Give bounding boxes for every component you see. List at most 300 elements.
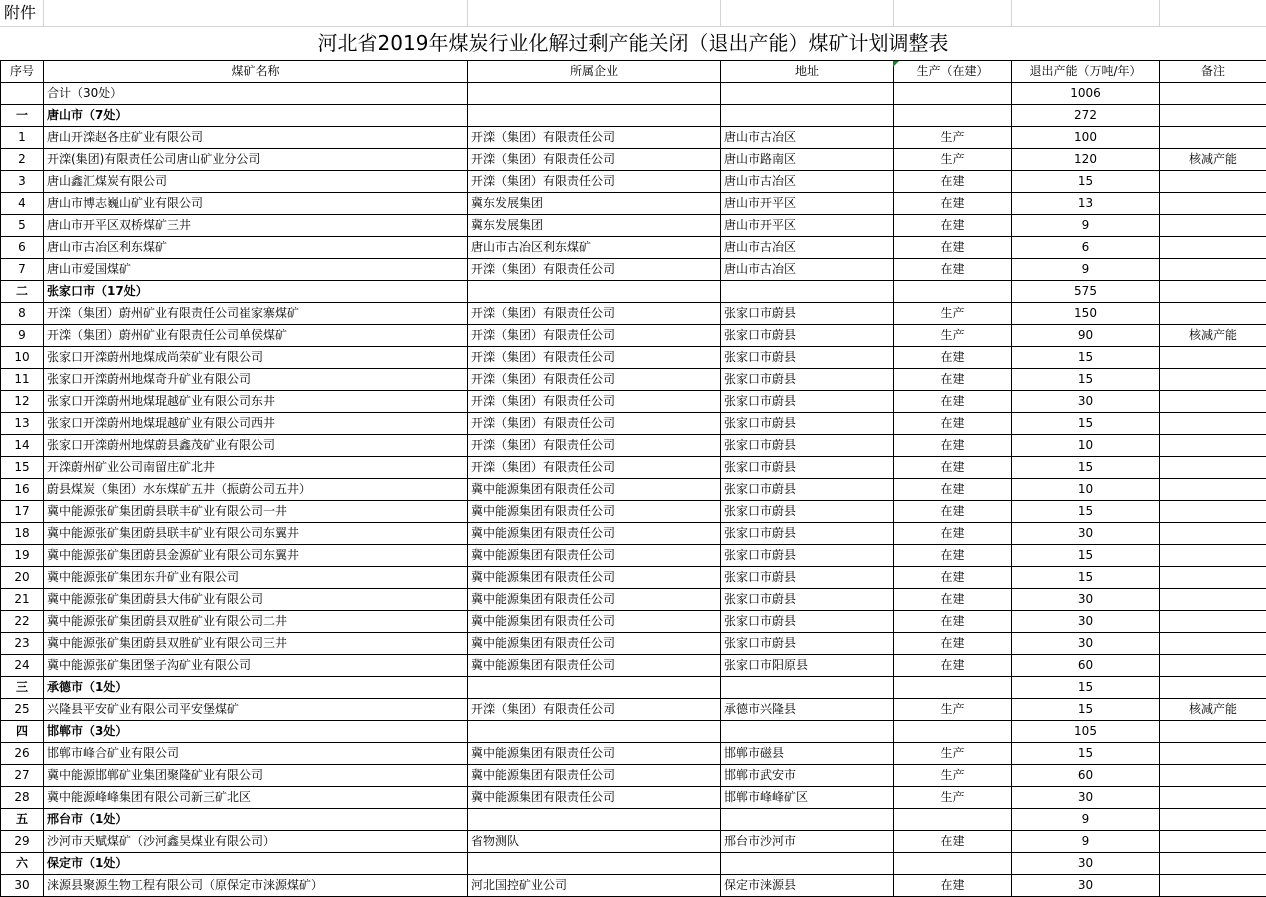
seq-cell[interactable]: 2 xyxy=(1,149,44,171)
capacity-cell[interactable]: 15 xyxy=(1012,347,1160,369)
remark-cell[interactable] xyxy=(1160,787,1266,809)
company-cell[interactable] xyxy=(468,809,721,831)
company-cell[interactable]: 开滦（集团）有限责任公司 xyxy=(468,435,721,457)
name-cell[interactable]: 邯郸市峰合矿业有限公司 xyxy=(44,743,468,765)
remark-cell[interactable] xyxy=(1160,853,1266,875)
company-cell[interactable] xyxy=(468,105,721,127)
seq-cell[interactable]: 五 xyxy=(1,809,44,831)
name-cell[interactable]: 唐山开滦赵各庄矿业有限公司 xyxy=(44,127,468,149)
capacity-cell[interactable]: 150 xyxy=(1012,303,1160,325)
header-row xyxy=(1,61,1266,83)
address-cell[interactable]: 张家口市蔚县 xyxy=(721,545,894,567)
address-cell[interactable] xyxy=(721,281,894,303)
address-cell[interactable]: 唐山市古冶区 xyxy=(721,127,894,149)
company-cell[interactable]: 冀东发展集团 xyxy=(468,193,721,215)
seq-cell[interactable]: 13 xyxy=(1,413,44,435)
address-cell[interactable]: 唐山市开平区 xyxy=(721,215,894,237)
remark-cell[interactable] xyxy=(1160,545,1266,567)
attachment-label: 附件 xyxy=(4,3,37,22)
seq-cell[interactable]: 21 xyxy=(1,589,44,611)
total-row xyxy=(1,83,1266,105)
status-cell[interactable]: 在建 xyxy=(894,589,1012,611)
company-cell[interactable]: 开滦（集团）有限责任公司 xyxy=(468,303,721,325)
company-cell[interactable]: 冀中能源集团有限责任公司 xyxy=(468,655,721,677)
remark-cell[interactable] xyxy=(1160,589,1266,611)
capacity-cell[interactable]: 30 xyxy=(1012,787,1160,809)
seq-cell[interactable]: 20 xyxy=(1,567,44,589)
capacity-cell[interactable]: 90 xyxy=(1012,325,1160,347)
company-cell[interactable]: 冀中能源集团有限责任公司 xyxy=(468,633,721,655)
name-cell[interactable]: 冀中能源峰峰集团有限公司新三矿北区 xyxy=(44,787,468,809)
address-cell[interactable]: 唐山市古冶区 xyxy=(721,259,894,281)
address-cell[interactable] xyxy=(721,721,894,743)
name-cell[interactable]: 冀中能源张矿集团蔚县联丰矿业有限公司一井 xyxy=(44,501,468,523)
seq-cell[interactable]: 27 xyxy=(1,765,44,787)
status-cell[interactable] xyxy=(894,809,1012,831)
seq-cell[interactable]: 12 xyxy=(1,391,44,413)
remark-cell[interactable] xyxy=(1160,611,1266,633)
seq-cell[interactable]: 24 xyxy=(1,655,44,677)
seq-cell[interactable]: 29 xyxy=(1,831,44,853)
name-cell[interactable]: 唐山市古冶区利东煤矿 xyxy=(44,237,468,259)
seq-cell[interactable]: 四 xyxy=(1,721,44,743)
remark-cell[interactable]: 核减产能 xyxy=(1160,325,1266,347)
name-cell[interactable]: 承德市（1处） xyxy=(44,677,468,699)
attachment-row xyxy=(0,0,1266,27)
seq-cell[interactable]: 17 xyxy=(1,501,44,523)
cell-comment-marker xyxy=(893,61,899,67)
address-cell[interactable] xyxy=(721,853,894,875)
seq-cell[interactable]: 22 xyxy=(1,611,44,633)
table-row xyxy=(1,589,1266,611)
header-address[interactable]: 地址 xyxy=(721,61,894,83)
name-cell[interactable]: 张家口开滦蔚州地煤奇升矿业有限公司 xyxy=(44,369,468,391)
name-cell[interactable]: 冀中能源张矿集团蔚县双胜矿业有限公司三井 xyxy=(44,633,468,655)
company-cell[interactable]: 冀中能源集团有限责任公司 xyxy=(468,765,721,787)
status-cell[interactable] xyxy=(894,721,1012,743)
remark-cell[interactable] xyxy=(1160,281,1266,303)
status-cell[interactable]: 在建 xyxy=(894,523,1012,545)
capacity-cell[interactable]: 15 xyxy=(1012,545,1160,567)
seq-cell[interactable]: 二 xyxy=(1,281,44,303)
table-row xyxy=(1,215,1266,237)
capacity-cell[interactable]: 6 xyxy=(1012,237,1160,259)
address-cell[interactable]: 邯郸市武安市 xyxy=(721,765,894,787)
address-cell[interactable]: 张家口市蔚县 xyxy=(721,633,894,655)
capacity-cell[interactable]: 60 xyxy=(1012,655,1160,677)
status-cell[interactable]: 在建 xyxy=(894,501,1012,523)
status-cell[interactable] xyxy=(894,105,1012,127)
seq-cell[interactable]: 三 xyxy=(1,677,44,699)
status-cell[interactable]: 在建 xyxy=(894,193,1012,215)
table-row xyxy=(1,633,1266,655)
header-seq[interactable]: 序号 xyxy=(1,61,44,83)
seq-cell[interactable]: 6 xyxy=(1,237,44,259)
name-cell[interactable]: 蔚县煤炭（集团）水东煤矿五井（振蔚公司五井） xyxy=(44,479,468,501)
status-cell[interactable]: 在建 xyxy=(894,655,1012,677)
address-cell[interactable]: 承德市兴隆县 xyxy=(721,699,894,721)
status-cell[interactable]: 在建 xyxy=(894,479,1012,501)
remark-cell[interactable]: 核减产能 xyxy=(1160,149,1266,171)
remark-cell[interactable] xyxy=(1160,303,1266,325)
address-cell[interactable]: 张家口市蔚县 xyxy=(721,523,894,545)
status-cell[interactable]: 在建 xyxy=(894,413,1012,435)
remark-cell[interactable] xyxy=(1160,809,1266,831)
name-cell[interactable]: 冀中能源张矿集团蔚县联丰矿业有限公司东翼井 xyxy=(44,523,468,545)
total-capacity[interactable]: 1006 xyxy=(1012,83,1160,105)
title-row xyxy=(0,26,1266,61)
status-cell[interactable]: 生产 xyxy=(894,303,1012,325)
address-cell[interactable]: 唐山市古冶区 xyxy=(721,171,894,193)
table-row xyxy=(1,193,1266,215)
seq-cell[interactable]: 16 xyxy=(1,479,44,501)
grid-line xyxy=(467,0,468,26)
total-company-cell[interactable] xyxy=(468,83,721,105)
header-company[interactable]: 所属企业 xyxy=(468,61,721,83)
remark-cell[interactable] xyxy=(1160,105,1266,127)
capacity-cell[interactable]: 15 xyxy=(1012,743,1160,765)
table-row xyxy=(1,127,1266,149)
seq-cell[interactable]: 15 xyxy=(1,457,44,479)
status-cell[interactable]: 在建 xyxy=(894,391,1012,413)
address-cell[interactable]: 张家口市阳原县 xyxy=(721,655,894,677)
seq-cell[interactable]: 六 xyxy=(1,853,44,875)
company-cell[interactable]: 开滦（集团）有限责任公司 xyxy=(468,325,721,347)
capacity-cell[interactable]: 13 xyxy=(1012,193,1160,215)
grid-line xyxy=(43,0,44,26)
address-cell[interactable]: 张家口市蔚县 xyxy=(721,325,894,347)
seq-cell[interactable]: 28 xyxy=(1,787,44,809)
name-cell[interactable]: 冀中能源邯郸矿业集团聚隆矿业有限公司 xyxy=(44,765,468,787)
seq-cell[interactable]: 23 xyxy=(1,633,44,655)
remark-cell[interactable] xyxy=(1160,457,1266,479)
capacity-cell[interactable]: 272 xyxy=(1012,105,1160,127)
total-label[interactable]: 合计（30处） xyxy=(44,83,468,105)
capacity-cell[interactable]: 30 xyxy=(1012,589,1160,611)
remark-cell[interactable] xyxy=(1160,831,1266,853)
status-cell[interactable]: 生产 xyxy=(894,699,1012,721)
name-cell[interactable]: 唐山市（7处） xyxy=(44,105,468,127)
address-cell[interactable]: 张家口市蔚县 xyxy=(721,369,894,391)
remark-cell[interactable] xyxy=(1160,347,1266,369)
status-cell[interactable]: 在建 xyxy=(894,215,1012,237)
status-cell[interactable]: 生产 xyxy=(894,765,1012,787)
seq-cell[interactable]: 19 xyxy=(1,545,44,567)
capacity-cell[interactable]: 60 xyxy=(1012,765,1160,787)
seq-cell[interactable]: 7 xyxy=(1,259,44,281)
capacity-cell[interactable]: 15 xyxy=(1012,699,1160,721)
company-cell[interactable]: 开滦（集团）有限责任公司 xyxy=(468,149,721,171)
status-cell[interactable] xyxy=(894,853,1012,875)
name-cell[interactable]: 涞源县聚源生物工程有限公司（原保定市涞源煤矿） xyxy=(44,875,468,897)
capacity-cell[interactable]: 575 xyxy=(1012,281,1160,303)
total-status-cell[interactable] xyxy=(894,83,1012,105)
table-row xyxy=(1,347,1266,369)
name-cell[interactable]: 邢台市（1处） xyxy=(44,809,468,831)
page-title: 河北省2019年煤炭行业化解过剩产能关闭（退出产能）煤矿计划调整表 xyxy=(317,31,949,55)
table-row xyxy=(1,501,1266,523)
name-cell[interactable]: 冀中能源张矿集团蔚县大伟矿业有限公司 xyxy=(44,589,468,611)
remark-cell[interactable] xyxy=(1160,259,1266,281)
address-cell[interactable] xyxy=(721,677,894,699)
address-cell[interactable]: 唐山市路南区 xyxy=(721,149,894,171)
capacity-cell[interactable]: 120 xyxy=(1012,149,1160,171)
company-cell[interactable] xyxy=(468,853,721,875)
name-cell[interactable]: 沙河市天赋煤矿（沙河鑫昊煤业有限公司） xyxy=(44,831,468,853)
status-cell[interactable]: 在建 xyxy=(894,171,1012,193)
name-cell[interactable]: 冀中能源张矿集团东升矿业有限公司 xyxy=(44,567,468,589)
remark-cell[interactable] xyxy=(1160,193,1266,215)
company-cell[interactable]: 开滦（集团）有限责任公司 xyxy=(468,369,721,391)
table-row xyxy=(1,303,1266,325)
remark-cell[interactable] xyxy=(1160,655,1266,677)
company-cell[interactable]: 开滦（集团）有限责任公司 xyxy=(468,259,721,281)
company-cell[interactable]: 开滦（集团）有限责任公司 xyxy=(468,127,721,149)
header-name[interactable]: 煤矿名称 xyxy=(44,61,468,83)
address-cell[interactable]: 张家口市蔚县 xyxy=(721,391,894,413)
company-cell[interactable]: 冀中能源集团有限责任公司 xyxy=(468,545,721,567)
capacity-cell[interactable]: 30 xyxy=(1012,633,1160,655)
address-cell[interactable]: 张家口市蔚县 xyxy=(721,413,894,435)
status-cell[interactable]: 生产 xyxy=(894,127,1012,149)
company-cell[interactable]: 冀东发展集团 xyxy=(468,215,721,237)
table-row xyxy=(1,545,1266,567)
remark-cell[interactable] xyxy=(1160,677,1266,699)
remark-cell[interactable] xyxy=(1160,171,1266,193)
company-cell[interactable]: 唐山市古冶区利东煤矿 xyxy=(468,237,721,259)
capacity-cell[interactable]: 9 xyxy=(1012,259,1160,281)
address-cell[interactable]: 唐山市古冶区 xyxy=(721,237,894,259)
grid-line xyxy=(893,0,894,26)
company-cell[interactable]: 冀中能源集团有限责任公司 xyxy=(468,743,721,765)
grid-line xyxy=(1011,0,1012,26)
status-cell[interactable]: 在建 xyxy=(894,831,1012,853)
remark-cell[interactable]: 核减产能 xyxy=(1160,699,1266,721)
remark-cell[interactable] xyxy=(1160,875,1266,897)
header-status[interactable]: 生产（在建） xyxy=(894,61,1012,83)
status-cell[interactable]: 在建 xyxy=(894,875,1012,897)
capacity-cell[interactable]: 30 xyxy=(1012,523,1160,545)
name-cell[interactable]: 冀中能源张矿集团蔚县双胜矿业有限公司二井 xyxy=(44,611,468,633)
address-cell[interactable]: 张家口市蔚县 xyxy=(721,567,894,589)
remark-cell[interactable] xyxy=(1160,237,1266,259)
seq-cell[interactable]: 30 xyxy=(1,875,44,897)
status-cell[interactable]: 生产 xyxy=(894,787,1012,809)
seq-cell[interactable]: 14 xyxy=(1,435,44,457)
seq-cell[interactable]: 18 xyxy=(1,523,44,545)
name-cell[interactable]: 张家口开滦蔚州地煤琨越矿业有限公司东井 xyxy=(44,391,468,413)
name-cell[interactable]: 唐山鑫汇煤炭有限公司 xyxy=(44,171,468,193)
company-cell[interactable]: 开滦（集团）有限责任公司 xyxy=(468,413,721,435)
capacity-cell[interactable]: 9 xyxy=(1012,215,1160,237)
company-cell[interactable]: 开滦（集团）有限责任公司 xyxy=(468,171,721,193)
company-cell[interactable]: 冀中能源集团有限责任公司 xyxy=(468,611,721,633)
capacity-cell[interactable]: 105 xyxy=(1012,721,1160,743)
capacity-cell[interactable]: 30 xyxy=(1012,611,1160,633)
company-cell[interactable] xyxy=(468,721,721,743)
company-cell[interactable]: 开滦（集团）有限责任公司 xyxy=(468,457,721,479)
address-cell[interactable]: 张家口市蔚县 xyxy=(721,457,894,479)
table-row xyxy=(1,259,1266,281)
name-cell[interactable]: 开滦（集团）蔚州矿业有限责任公司单侯煤矿 xyxy=(44,325,468,347)
capacity-cell[interactable]: 100 xyxy=(1012,127,1160,149)
company-cell[interactable] xyxy=(468,281,721,303)
table-row xyxy=(1,787,1266,809)
table-row xyxy=(1,237,1266,259)
address-cell[interactable]: 保定市涞源县 xyxy=(721,875,894,897)
company-cell[interactable] xyxy=(468,677,721,699)
status-cell[interactable]: 在建 xyxy=(894,567,1012,589)
address-cell[interactable]: 张家口市蔚县 xyxy=(721,435,894,457)
company-cell[interactable]: 开滦（集团）有限责任公司 xyxy=(468,699,721,721)
company-cell[interactable]: 河北国控矿业公司 xyxy=(468,875,721,897)
name-cell[interactable]: 唐山市开平区双桥煤矿三井 xyxy=(44,215,468,237)
company-cell[interactable]: 冀中能源集团有限责任公司 xyxy=(468,589,721,611)
name-cell[interactable]: 冀中能源张矿集团堡子沟矿业有限公司 xyxy=(44,655,468,677)
name-cell[interactable]: 开滦蔚州矿业公司南留庄矿北井 xyxy=(44,457,468,479)
total-remark-cell[interactable] xyxy=(1160,83,1266,105)
remark-cell[interactable] xyxy=(1160,721,1266,743)
company-cell[interactable]: 冀中能源集团有限责任公司 xyxy=(468,501,721,523)
status-cell[interactable]: 生产 xyxy=(894,149,1012,171)
remark-cell[interactable] xyxy=(1160,127,1266,149)
capacity-cell[interactable]: 9 xyxy=(1012,809,1160,831)
capacity-cell[interactable]: 30 xyxy=(1012,853,1160,875)
remark-cell[interactable] xyxy=(1160,633,1266,655)
remark-cell[interactable] xyxy=(1160,743,1266,765)
remark-cell[interactable] xyxy=(1160,479,1266,501)
status-cell[interactable]: 在建 xyxy=(894,237,1012,259)
remark-cell[interactable] xyxy=(1160,567,1266,589)
seq-cell[interactable]: 一 xyxy=(1,105,44,127)
address-cell[interactable]: 邢台市沙河市 xyxy=(721,831,894,853)
capacity-cell[interactable]: 15 xyxy=(1012,567,1160,589)
status-cell[interactable]: 在建 xyxy=(894,611,1012,633)
name-cell[interactable]: 保定市（1处） xyxy=(44,853,468,875)
city-subtotal-row xyxy=(1,721,1266,743)
address-cell[interactable]: 张家口市蔚县 xyxy=(721,589,894,611)
name-cell[interactable]: 兴隆县平安矿业有限公司平安堡煤矿 xyxy=(44,699,468,721)
capacity-cell[interactable]: 15 xyxy=(1012,413,1160,435)
company-cell[interactable]: 冀中能源集团有限责任公司 xyxy=(468,479,721,501)
name-cell[interactable]: 冀中能源张矿集团蔚县金源矿业有限公司东翼井 xyxy=(44,545,468,567)
seq-cell[interactable]: 3 xyxy=(1,171,44,193)
capacity-cell[interactable]: 10 xyxy=(1012,435,1160,457)
seq-cell[interactable]: 1 xyxy=(1,127,44,149)
name-cell[interactable]: 唐山市博志巍山矿业有限公司 xyxy=(44,193,468,215)
name-cell[interactable]: 张家口开滦蔚州地煤琨越矿业有限公司西井 xyxy=(44,413,468,435)
table-row xyxy=(1,413,1266,435)
grid-line xyxy=(720,0,721,26)
company-cell[interactable]: 冀中能源集团有限责任公司 xyxy=(468,787,721,809)
seq-cell[interactable]: 5 xyxy=(1,215,44,237)
company-cell[interactable]: 冀中能源集团有限责任公司 xyxy=(468,523,721,545)
address-cell[interactable]: 张家口市蔚县 xyxy=(721,303,894,325)
name-cell[interactable]: 开滦(集团)有限责任公司唐山矿业分公司 xyxy=(44,149,468,171)
remark-cell[interactable] xyxy=(1160,391,1266,413)
capacity-cell[interactable]: 15 xyxy=(1012,457,1160,479)
table-row xyxy=(1,479,1266,501)
address-cell[interactable] xyxy=(721,105,894,127)
header-remark[interactable]: 备注 xyxy=(1160,61,1266,83)
address-cell[interactable]: 唐山市开平区 xyxy=(721,193,894,215)
seq-cell[interactable]: 25 xyxy=(1,699,44,721)
status-cell[interactable]: 在建 xyxy=(894,369,1012,391)
address-cell[interactable] xyxy=(721,809,894,831)
company-cell[interactable]: 开滦（集团）有限责任公司 xyxy=(468,391,721,413)
seq-cell[interactable]: 26 xyxy=(1,743,44,765)
status-cell[interactable]: 生产 xyxy=(894,743,1012,765)
status-cell[interactable] xyxy=(894,281,1012,303)
capacity-cell[interactable]: 10 xyxy=(1012,479,1160,501)
address-cell[interactable]: 张家口市蔚县 xyxy=(721,347,894,369)
status-cell[interactable]: 在建 xyxy=(894,633,1012,655)
status-cell[interactable] xyxy=(894,677,1012,699)
capacity-cell[interactable]: 30 xyxy=(1012,391,1160,413)
seq-cell[interactable]: 4 xyxy=(1,193,44,215)
table-row xyxy=(1,875,1266,897)
status-cell[interactable]: 在建 xyxy=(894,545,1012,567)
status-cell[interactable]: 在建 xyxy=(894,347,1012,369)
seq-cell[interactable]: 11 xyxy=(1,369,44,391)
name-cell[interactable]: 唐山市爱国煤矿 xyxy=(44,259,468,281)
status-cell[interactable]: 在建 xyxy=(894,259,1012,281)
remark-cell[interactable] xyxy=(1160,765,1266,787)
status-cell[interactable]: 在建 xyxy=(894,457,1012,479)
remark-cell[interactable] xyxy=(1160,215,1266,237)
grid-line xyxy=(1159,0,1160,26)
remark-cell[interactable] xyxy=(1160,501,1266,523)
capacity-cell[interactable]: 15 xyxy=(1012,369,1160,391)
status-cell[interactable]: 在建 xyxy=(894,435,1012,457)
total-seq-cell[interactable] xyxy=(1,83,44,105)
company-cell[interactable]: 省物测队 xyxy=(468,831,721,853)
name-cell[interactable]: 张家口开滦蔚州地煤蔚县鑫茂矿业有限公司 xyxy=(44,435,468,457)
status-cell[interactable]: 生产 xyxy=(894,325,1012,347)
remark-cell[interactable] xyxy=(1160,369,1266,391)
table-row xyxy=(1,435,1266,457)
address-cell[interactable]: 张家口市蔚县 xyxy=(721,611,894,633)
remark-cell[interactable] xyxy=(1160,413,1266,435)
header-capacity[interactable]: 退出产能（万吨/年） xyxy=(1012,61,1160,83)
capacity-cell[interactable]: 9 xyxy=(1012,831,1160,853)
address-cell[interactable]: 张家口市蔚县 xyxy=(721,479,894,501)
seq-cell[interactable]: 9 xyxy=(1,325,44,347)
address-cell[interactable]: 邯郸市峰峰矿区 xyxy=(721,787,894,809)
capacity-cell[interactable]: 15 xyxy=(1012,171,1160,193)
name-cell[interactable]: 张家口开滦蔚州地煤成尚荣矿业有限公司 xyxy=(44,347,468,369)
table-row xyxy=(1,391,1266,413)
name-cell[interactable]: 邯郸市（3处） xyxy=(44,721,468,743)
address-cell[interactable]: 张家口市蔚县 xyxy=(721,501,894,523)
seq-cell[interactable]: 8 xyxy=(1,303,44,325)
table-row xyxy=(1,523,1266,545)
total-address-cell[interactable] xyxy=(721,83,894,105)
remark-cell[interactable] xyxy=(1160,523,1266,545)
capacity-cell[interactable]: 15 xyxy=(1012,501,1160,523)
name-cell[interactable]: 开滦（集团）蔚州矿业有限责任公司崔家寨煤矿 xyxy=(44,303,468,325)
seq-cell[interactable]: 10 xyxy=(1,347,44,369)
table-row xyxy=(1,325,1266,347)
company-cell[interactable]: 冀中能源集团有限责任公司 xyxy=(468,567,721,589)
address-cell[interactable]: 邯郸市磁县 xyxy=(721,743,894,765)
capacity-cell[interactable]: 30 xyxy=(1012,875,1160,897)
remark-cell[interactable] xyxy=(1160,435,1266,457)
name-cell[interactable]: 张家口市（17处） xyxy=(44,281,468,303)
city-subtotal-row xyxy=(1,809,1266,831)
company-cell[interactable]: 开滦（集团）有限责任公司 xyxy=(468,347,721,369)
capacity-cell[interactable]: 15 xyxy=(1012,677,1160,699)
